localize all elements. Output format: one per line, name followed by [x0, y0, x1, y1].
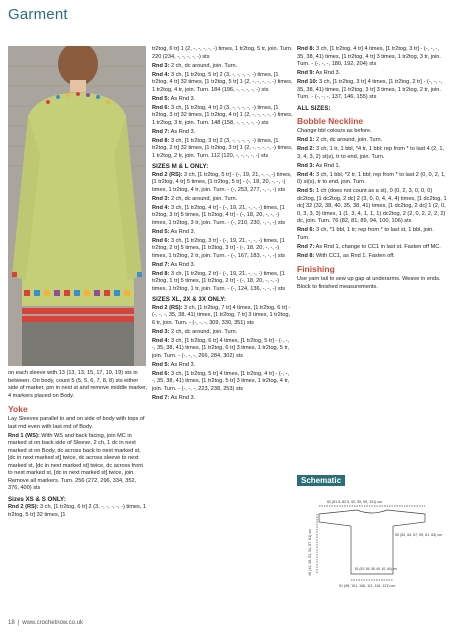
paragraph: Rnd 7: As Rnd 1, change to CC1 in last st. Fasten off MC. — [297, 243, 441, 250]
schematic — [297, 469, 447, 589]
footer-url[interactable]: www.crochetnow.co.uk — [22, 620, 83, 626]
paragraph: Rnd 5: As Rnd 3. — [152, 228, 196, 235]
paragraph: on each sleeve with 13 (13, 13, 15, 17, 19, 19) sts in between. On body, count 5 (5, 5, 6, 7, 8, 8) sts either side of marker, pm in next st and remove middle marker, 4 markers placed on Body. — [8, 370, 148, 399]
paragraph: Rnd 2 (RS): 3 ch, [1 tr2tog, 7 tr] 4 times, [1 tr2tog, 6 tr] - (-, -, -, 35, 38, 41) times, [1 tr2tog, 7 tr] 3 times, 1 tr2tog, 6 tr, join. Turn. - (-, -, -, 309, 330, 351) sts — [152, 304, 291, 326]
paragraph: Rnd 5: As Rnd 3. — [152, 95, 196, 102]
schematic-sleeve-dims: 51 (53, 55, 58, 60, 62, 64) cm — [355, 567, 397, 571]
paragraph: Rnd 7: As Rnd 3. — [152, 128, 196, 135]
paragraph: Rnd 2 (RS): 3 ch, [1 tr2tog, 5 tr] - (-, 19, 21, -, -, -) times, [1 tr2tog, 4 tr] 5 times, [1 tr2tog, 5 tr] - (-, 18, 20, -, -, -) times, 1 tr2tog, 4 tr, join. Turn. - (-, 253, 277, -, -, -) sts — [152, 171, 292, 193]
paragraph: Rnd 10: 3 ch, [1 tr2tog, 3 tr] 4 times, [1 tr2tog, 2 tr] - (-, -, -, 35, 38, 41) times, [1 tr2tog, 3 tr] 3 times, 1 tr2tog, 2 tr, join. Turn. - (-, -, -, 137, 146, 155) sts — [297, 79, 443, 100]
garment-photo — [8, 46, 146, 366]
round-label: Rnd 1 (WS): — [8, 432, 40, 439]
paragraph: Rnd 8: 3 ch, [1 tr2tog, 3 tr] 2 (3, -, -, -, -, -) times, [1 tr2tog, 2 tr] 32 times, [1 tr2tog, 3 tr] 1 (2, -, -, -, -, -) times, 1 tr2tog, 2 tr, join. Turn. 112 (120, -, -, -, -, -) sts — [152, 137, 293, 159]
paragraph: Use yarn tail to sew up gap at underarms. Weave in ends. Block to finished measurements. — [297, 276, 441, 290]
section-heading-yoke: Yoke — [8, 404, 28, 414]
paragraph: Rnd 3: 2 ch, dc around, join. Turn. — [152, 195, 238, 202]
paragraph: Rnd 5: 1 ch (does not count as a st), 0 (0, 2, 3, 0, 0, 0) dc2tog, [1 dc2tog, 2 dc] 2 (3, 0, 0, 4, 4, 4) times, [1 dc2tog, 1 dc] 32 (32, 38, 40, 35, 38, 41) times, [1 dc2tog, 2 dc] 1 (2, 0, 0, 3, 3, 3) times, 1 (1, 3, 4, 1, 1, 1) dc2tog, 2 (2, 0, 2, 2, 2, 2) dc, join. Turn. 76 (82, 81, 89, 94, 100, 106) sts — [297, 188, 447, 224]
schematic-diagram — [297, 492, 447, 592]
page-footer: 18 | www.crochetnow.co.uk — [8, 620, 83, 626]
paragraph: Rnd 1: 2 ch, dc around, join. Turn. — [297, 137, 383, 143]
paragraph: Rnd 3: 2 ch, dc around, join. Turn. — [152, 328, 238, 335]
paragraph: Lay Sleeves parallel to and on side of body with tops of last rnd even with last rnd of Body. — [8, 416, 145, 430]
paragraph: Rnd 9: As Rnd 3. — [297, 70, 341, 76]
size-heading: SIZES XL, 2X & 3X ONLY: — [152, 296, 226, 303]
paragraph: Rnd 1 (WS): With WS and back facing, join MC in marked st on back side of Sleeve, 2 ch, 1 dc in next marked st on Body, dc across back to next marked st, [dc in next marked st] twice, dc across sleeve to next marked st, [dc in next marked st] twice, dc across front to next marked st, [dc in next marked st] twice, join. Remove all markers. Turn. 256 (272, 296, 334, 352, 376, 400) sts — [8, 432, 143, 491]
paragraph: Rnd 4: 3 ch, [1 tr2tog, 5 tr] 2 (3, -, -, -, -, -) times, [1 tr2tog, 4 tr] 32 times, [1 tr2tog, 5 tr] 1 (2, -, -, -, -, -) times, 1 tr2tog, 4 tr, join. Turn. 184 (196, -, -, -, -, -) sts — [152, 71, 293, 93]
page-number: 18 — [8, 620, 15, 626]
paragraph: Rnd 2 (RS): 3 ch, [1 tr2tog, 6 tr] 2 (3, -, -, -, -, -) times, 1 tr2tog, 5 tr] 32 times, [1 — [8, 504, 147, 518]
paragraph: Rnd 2: 3 ch, 1 tr, 1 bbl, *4 tr, 1 bbl; rep from * to last 4 (2, 1, 3, 4, 3, 2) st(s), tr to end, join. Turn. — [297, 146, 445, 160]
woman-back-image — [8, 46, 146, 366]
round-label: Rnd 2 (RS): — [8, 504, 39, 510]
column-1 — [8, 370, 148, 521]
paragraph: Change bbl colours as before. — [297, 128, 372, 134]
paragraph: Rnd 3: As Rnd 1. — [297, 162, 341, 169]
paragraph: Rnd 8: 3 ch, [1 tr2tog, 4 tr] 4 times, [1 tr2tog, 3 tr] - (-, -, -, 35, 38, 41) times, [1 tr2tog, 4 tr] 3 times, 1 tr2tog, 3 tr, join. Turn. - (-, -, -, 180, 192, 204) sts — [297, 46, 441, 67]
paragraph: Rnd 6: 3 ch, [1 tr2tog, 4 tr] 2 (3, -, -, -, -, -) times, [1 tr2tog, 3 tr] 32 times, [1 tr2tog, 4 tr] 1 (2, -, -, -, -, -) times, 1 tr2tog, 3 tr, join. Turn. 148 (158, -, -, -, -, -) sts — [152, 104, 293, 126]
paragraph: Rnd 8: 3 ch, [1 tr2tog, 2 tr] - (-, 19, 21, -, -, -) times, [1 tr2tog, 1 tr] 5 times, [1 tr2tog, 2 tr] - (-, 18, 20, -, -, -) times, 1 tr2tog, 1 tr, join. Turn. - (-, 124, 136, -, -, -) sts — [152, 270, 286, 292]
paragraph: Rnd 4: 3 ch, 1 bbl, *2 tr, 1 bbl; rep from * to last 2 (0, 0, 2, 1, 0) st(s), tr to end, join. Turn. — [297, 171, 446, 185]
paragraph: tr2tog, 6 tr] 1 (2, -, -, -, -, -) times, 1 tr2tog, 5 tr, join. Turn. 220 (234, -, -, -, -, -) sts — [152, 46, 293, 60]
column-3 — [297, 46, 447, 293]
section-heading-finishing: Finishing — [297, 264, 335, 274]
paragraph: Rnd 4: 3 ch, [1 tr2tog, 4 tr] - (-, 19, 21, -, -, -) times, [1 tr2tog, 3 tr] 5 times, [1 tr2tog, 4 tr] - (-, 18, 20, -, -, -) times, 1 tr2tog, 3 tr, join. Turn. - (-, 210, 230, -, -, -) sts — [152, 204, 286, 226]
page-title: Garment — [8, 6, 68, 23]
paragraph: Rnd 5: As Rnd 3. — [152, 361, 196, 368]
section-heading-bobble-neckline: Bobble Neckline — [297, 116, 364, 126]
paragraph: Rnd 8: With CC1, as Rnd 1. Fasten off. — [297, 252, 395, 259]
schematic-label: Schematic — [297, 475, 345, 486]
schematic-top-dims: 81 (81.5, 82.5, 92, 95, 99, 101) cm — [327, 500, 383, 504]
size-heading: SIZES M & L ONLY: — [152, 163, 209, 170]
size-heading: Sizes XS & S ONLY: — [8, 495, 66, 503]
schematic-side-dims: 40 (44, 48, 51, 54, 57, 61) cm — [308, 528, 312, 576]
paragraph: Rnd 7: As Rnd 3. — [152, 261, 196, 268]
paragraph: Rnd 3: 2 ch, dc around, join. Turn. — [152, 62, 238, 69]
column-2 — [152, 46, 294, 404]
paragraph: Rnd 6: 3 ch, [1 tr2tog, 3 tr] - (-, 19, 21, -, -, -) times, [1 tr2tog, 2 tr] 5 times, [1 tr2tog, 3 tr] - (-, 18, 20, -, -, -) times, 1 tr2tog, 2 tr, join. Turn. - (-, 167, 183, -, -, -) sts — [152, 237, 286, 259]
paragraph: Rnd 6: 3 ch, [1 tr2tog, 5 tr] 4 times, [1 tr2tog, 4 tr] - (-, -, -, 35, 38, 41) times, [1 tr2tog, 5 tr] 3 times, 1 tr2tog, 4 tr, join. Turn. - (-, -, -, 223, 238, 253) sts — [152, 370, 290, 392]
paragraph: Rnd 7: As Rnd 3. — [152, 394, 196, 401]
schematic-body-dims: 50 (52, 54, 57, 59, 61, 63) cm — [395, 533, 443, 537]
size-heading: ALL SIZES: — [297, 104, 331, 112]
schematic-width-dims: 91 (96, 101, 106, 111, 116, 121) cm — [339, 584, 396, 588]
paragraph: Rnd 4: 3 ch, [1 tr2tog, 6 tr] 4 times, [1 tr2tog, 5 tr] - (-, -, -, 35, 38, 41) times, [1 tr2tog, 6 tr] 3 times, 1 tr2tog, 5 tr, join. Turn. - (-, -, -, 266, 284, 302) sts — [152, 337, 290, 359]
paragraph: Rnd 6: 3 ch, *1 bbl, 1 tr; rep from * to last st, 1 bbl, join. Turn. — [297, 227, 434, 241]
